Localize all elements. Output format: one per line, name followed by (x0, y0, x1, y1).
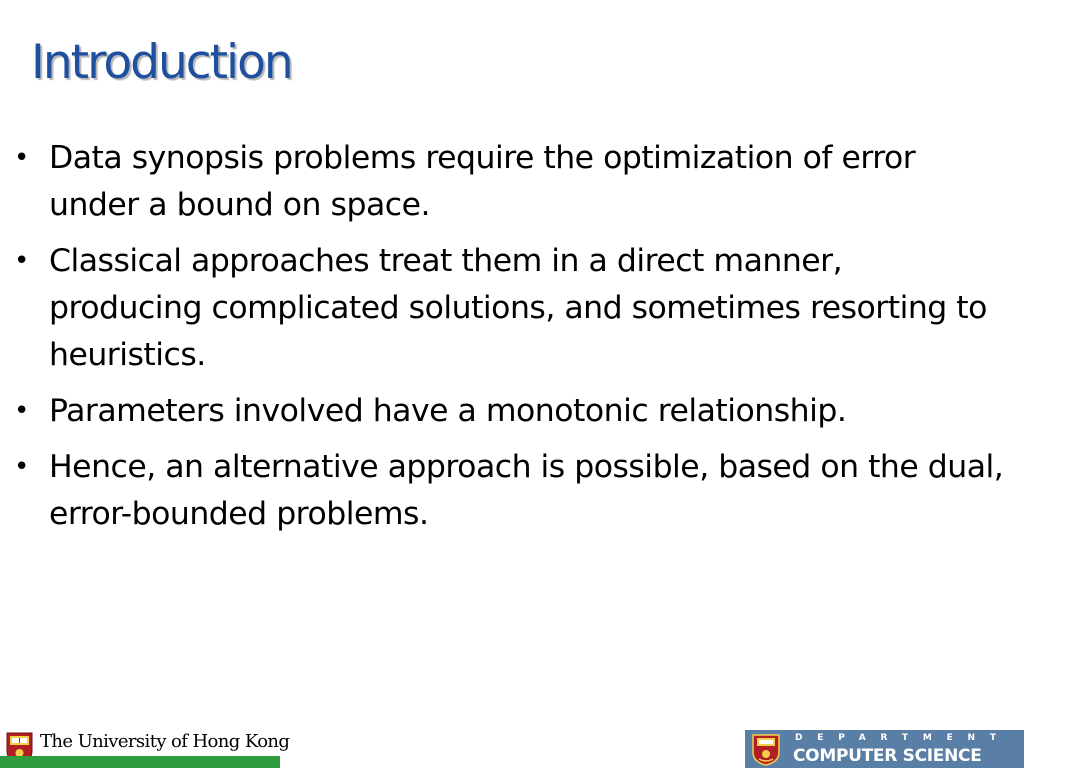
university-name: The University of Hong Kong (40, 731, 290, 752)
bullet-list (14, 135, 1004, 547)
bullet-dot-icon: • (14, 452, 30, 482)
bullet-item (14, 135, 1004, 229)
university-logo (0, 730, 290, 768)
department-label: DEPARTMENT OF (795, 733, 1072, 743)
bullet-dot-icon: • (14, 143, 30, 173)
department-name: COMPUTER SCIENCE (793, 746, 982, 766)
department-logo (745, 730, 1072, 768)
bullet-text: Data synopsis problems require the optimization of error under a bound on space. (49, 140, 916, 223)
bullet-text: Parameters involved have a monotonic relationship. (49, 393, 847, 429)
bullet-text: Hence, an alternative approach is possible, based on the dual, error-bounded problems. (49, 449, 1004, 532)
bullet-item (14, 238, 1004, 379)
university-green-bar (0, 756, 280, 768)
university-crest-icon (751, 733, 781, 766)
slide-title: Introduction (31, 35, 292, 90)
bullet-item (14, 444, 1004, 538)
bullet-text: Classical approaches treat them in a direct manner, producing complicated solutions, and sometimes resorting to heuristics. (49, 243, 987, 373)
bullet-item (14, 388, 1004, 435)
bullet-dot-icon: • (14, 246, 30, 276)
bullet-dot-icon: • (14, 396, 30, 426)
